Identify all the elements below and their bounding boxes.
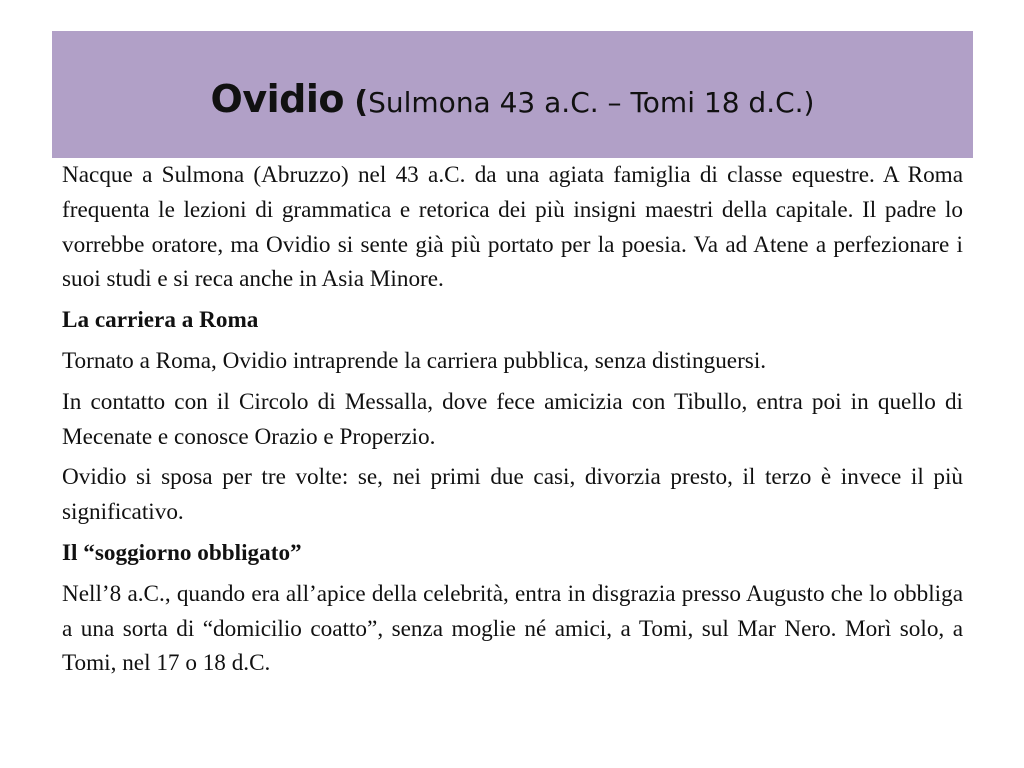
- paragraph-biography: Nacque a Sulmona (Abruzzo) nel 43 a.C. da una agiata famiglia di classe equestre. A Roma frequenta le lezioni di grammatica e retorica dei più insigni maestri della capitale. Il padre lo vorrebbe oratore, ma Ovidio si sente già più portato per la poesia. Va ad Atene a perfezionare i suoi studi e si reca anche in Asia Minore.: [62, 162, 963, 293]
- heading-career: La carriera a Roma: [62, 307, 259, 334]
- title-paren-open: (: [343, 84, 369, 120]
- title-subtitle: Sulmona 43 a.C. – Tomi 18 d.C.): [368, 85, 815, 119]
- paragraph-circles: In contatto con il Circolo di Messalla, dove fece amicizia con Tibullo, entra poi in quello di Mecenate e conosce Orazio e Properzio.: [62, 388, 963, 450]
- slide-title: [210, 76, 815, 121]
- paragraph-exile: Nell’8 a.C., quando era all’apice della celebrità, entra in disgrazia presso Augusto che lo obbliga a una sorta di “domicilio coatto”, senza moglie né amici, a Tomi, sul Mar Nero. Morì solo, a Tomi, nel 17 o 18 d.C.: [62, 580, 963, 677]
- heading-exile: Il “soggiorno obbligato”: [62, 539, 302, 566]
- paragraph-marriages: Ovidio si sposa per tre volte: se, nei primi due casi, divorzia presto, il terzo è invece il più significativo.: [62, 464, 963, 526]
- slide-body: [62, 158, 963, 687]
- title-main: Ovidio: [210, 76, 344, 121]
- paragraph-career-return: Tornato a Roma, Ovidio intraprende la carriera pubblica, senza distinguersi.: [62, 347, 767, 374]
- title-band: [52, 31, 973, 158]
